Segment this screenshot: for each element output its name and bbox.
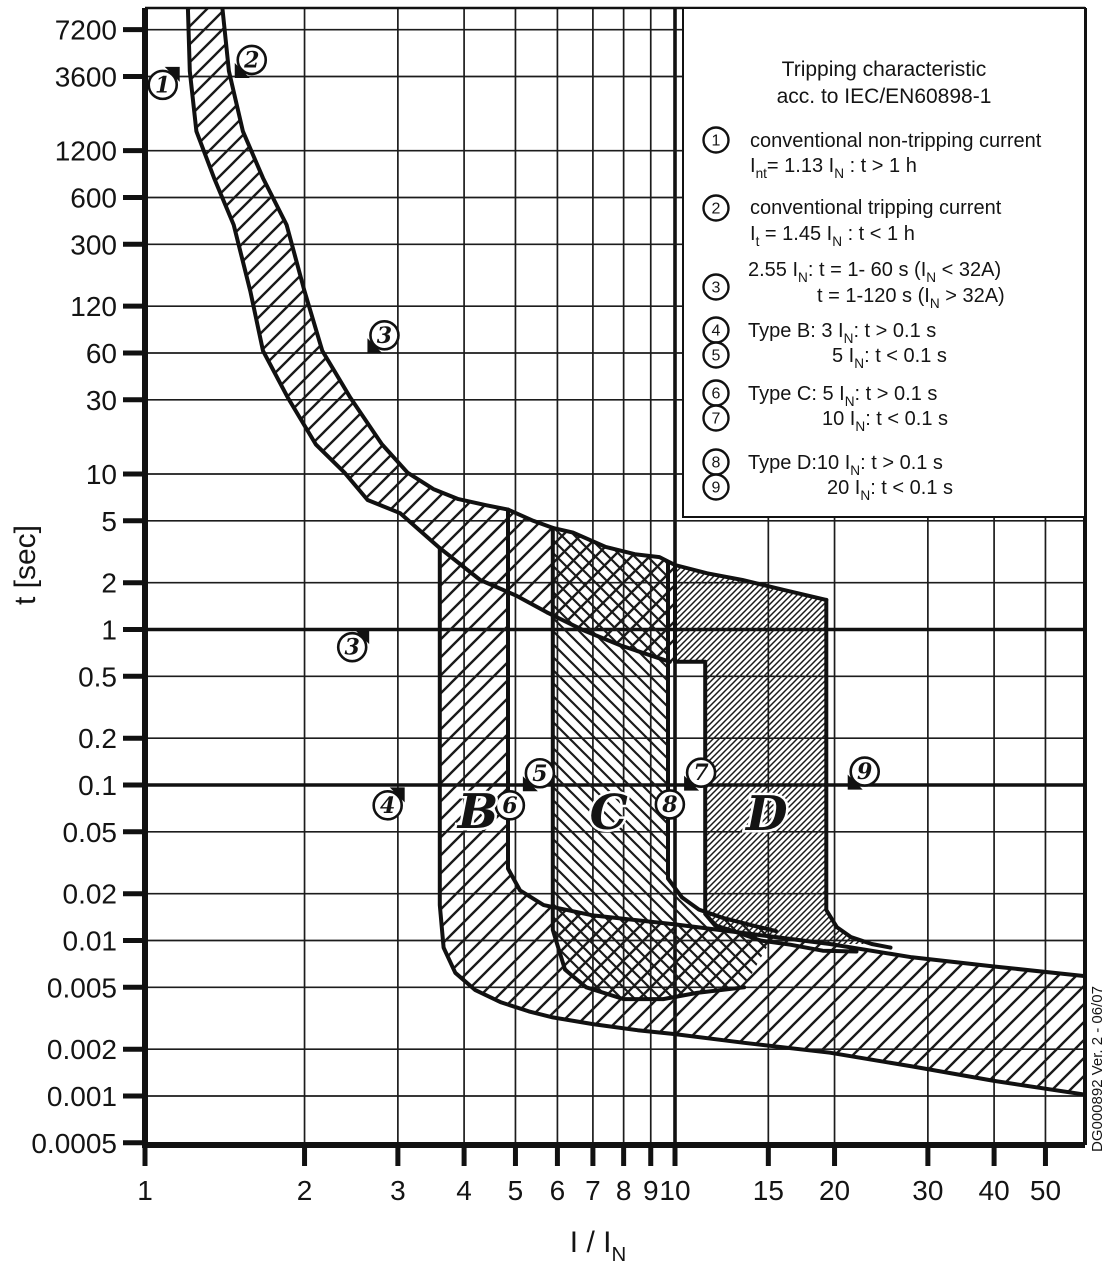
zone-label-B: B — [457, 784, 499, 841]
ytick-60: 60 — [85, 337, 117, 369]
xtick-8: 8 — [615, 1175, 632, 1206]
marker-number-2: 2 — [244, 47, 260, 74]
marker-number-9: 9 — [857, 759, 873, 786]
legend-title-line2: acc. to IEC/EN60898-1 — [776, 85, 992, 108]
legend-box — [683, 8, 1085, 517]
zone-label-D: D — [745, 786, 788, 843]
legend-number-4: 4 — [711, 322, 721, 340]
marker-number-7: 7 — [693, 760, 709, 787]
ytick-0.02: 0.02 — [62, 878, 117, 910]
legend-item-4-line1: Type B: 3 $I_N$: t > 0.1 s — [748, 320, 937, 346]
ytick-1: 1 — [101, 614, 117, 646]
ytick-30: 30 — [85, 384, 117, 416]
legend-title-line1: Tripping characteristic — [781, 58, 987, 81]
legend-number-2: 2 — [711, 200, 721, 218]
legend-number-8: 8 — [711, 454, 721, 472]
legend-item-6-line1: Type C: 5 $I_N$: t > 0.1 s — [748, 383, 938, 409]
document-id-watermark — [1089, 986, 1106, 1152]
legend-item-8-line1: Type D:10 $I_N$: t > 0.1 s — [748, 452, 943, 478]
ytick-1200: 1200 — [54, 135, 117, 167]
legend-item-1-line1: conventional non-tripping current — [750, 130, 1042, 152]
xtick-6: 6 — [549, 1175, 566, 1206]
marker-number-3: 3 — [344, 634, 360, 661]
ytick-0.0005: 0.0005 — [31, 1127, 117, 1159]
legend-item-3-line1: 2.55 $I_N$: t = 1- 60 s $(I_N < 32A)$ — [748, 259, 1002, 285]
xtick-4: 4 — [456, 1175, 472, 1206]
legend-item-9-line1: 20 $I_N$: t < 0.1 s — [827, 477, 954, 503]
legend-number-6: 6 — [711, 385, 721, 403]
xtick-20: 20 — [818, 1175, 851, 1206]
xtick-15: 15 — [752, 1175, 784, 1206]
legend-number-7: 7 — [711, 410, 721, 428]
ytick-0.001: 0.001 — [46, 1081, 117, 1112]
ytick-600: 600 — [70, 182, 117, 214]
legend-item-7-line1: 10 $I_N$: t < 0.1 s — [822, 408, 949, 434]
xtick-30: 30 — [912, 1175, 944, 1206]
x-axis-title: I / $I_N$ — [569, 1226, 627, 1266]
xtick-2: 2 — [296, 1175, 313, 1206]
ytick-0.1: 0.1 — [78, 770, 117, 801]
ytick-5: 5 — [101, 505, 117, 537]
legend-item-5-line1: 5 $I_N$: t < 0.1 s — [832, 345, 947, 371]
ytick-10: 10 — [85, 459, 117, 490]
legend-number-1: 1 — [711, 132, 721, 150]
ytick-0.2: 0.2 — [78, 723, 117, 755]
ytick-0.01: 0.01 — [62, 925, 117, 957]
ytick-0.002: 0.002 — [46, 1034, 117, 1066]
ytick-120: 120 — [70, 291, 117, 323]
marker-number-4: 4 — [380, 792, 396, 819]
ytick-7200: 7200 — [54, 14, 117, 46]
xtick-40: 40 — [978, 1175, 1010, 1206]
ytick-0.5: 0.5 — [78, 661, 117, 693]
marker-number-5: 5 — [532, 760, 548, 787]
legend-number-5: 5 — [711, 347, 721, 365]
ytick-0.005: 0.005 — [46, 972, 117, 1004]
xtick-9: 9 — [642, 1175, 659, 1206]
ytick-3600: 3600 — [54, 61, 117, 93]
marker-number-8: 8 — [662, 791, 678, 818]
xtick-50: 50 — [1029, 1175, 1062, 1206]
xtick-7: 7 — [585, 1175, 601, 1206]
ytick-0.05: 0.05 — [62, 816, 117, 848]
legend-item-2-line1: conventional tripping current — [750, 197, 1002, 219]
xtick-1: 1 — [137, 1175, 153, 1206]
xtick-5: 5 — [507, 1175, 524, 1206]
marker-number-1: 1 — [155, 72, 171, 99]
legend-number-9: 9 — [711, 479, 721, 497]
xtick-3: 3 — [390, 1175, 406, 1206]
y-axis-title: t [sec] — [9, 524, 42, 606]
ytick-300: 300 — [70, 229, 117, 261]
ytick-2: 2 — [101, 567, 117, 599]
legend-item-3-line2: t = 1-120 s $(I_N > 32A)$ — [817, 285, 1005, 311]
legend-number-3: 3 — [711, 279, 721, 297]
legend-item-2-line2: $I_t = 1.45$ $I_N$ : t < 1 h — [750, 223, 915, 249]
marker-number-6: 6 — [502, 792, 518, 819]
legend-item-1-line2: $I_{nt}= 1.13$ $I_N$ : t > 1 h — [750, 155, 917, 181]
xtick-10: 10 — [659, 1175, 691, 1206]
marker-number-3: 3 — [376, 322, 393, 349]
zone-label-C: C — [589, 785, 628, 842]
watermark-text: DG000892 Ver. 2 - 06/07 — [1089, 986, 1106, 1152]
